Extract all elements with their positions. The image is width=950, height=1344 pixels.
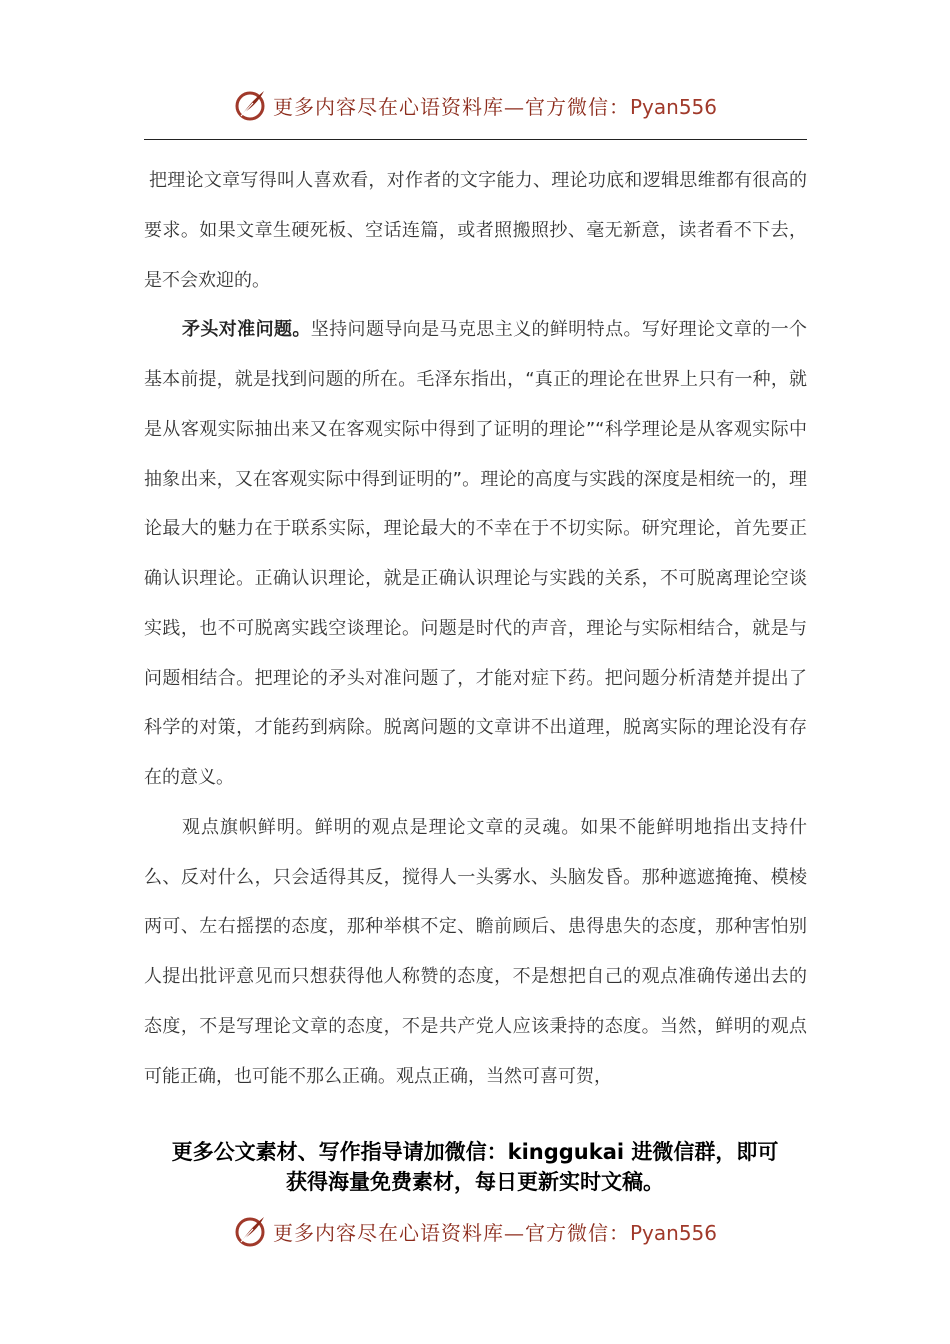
paragraph-2-text: 坚持问题导向是马克思主义的鲜明特点。写好理论文章的一个基本前提，就是找到问题的所在。毛泽东指出，“真正的理论在世界上只有一种，就是从客观实际抽出来又在客观实际中得到了证明的理论”“科学理论是从客观实际中抽象出来，又在客观实际中得到证明的”。理论的高度与实践的深度是相统一的，理论最大的魅力在于联系实际，理论最大的不幸在于不切实际。研究理论，首先要正确认识理论。正确认识理论，就是正确认识理论与实践的关系，不可脱离理论空谈实践，也不可脱离实践空谈理论。问题是时代的声音，理论与实际相结合，就是与问题相结合。把理论的矛头对准问题了，才能对症下药。把问题分析清楚并提出了科学的对策，才能药到病除。脱离问题的文章讲不出道理，脱离实际的理论没有存在的意义。 [144, 319, 808, 788]
article-body [144, 156, 807, 1101]
quill-pen-circle-icon [233, 88, 267, 122]
paragraph-3: 观点旗帜鲜明。鲜明的观点是理论文章的灵魂。如果不能鲜明地指出支持什么、反对什么，只会适得其反，搅得人一头雾水、头脑发昏。那种遮遮掩掩、模棱两可、左右摇摆的态度，那种举棋不定、瞻前顾后、患得患失的态度，那种害怕别人提出批评意见而只想获得他人称赞的态度，不是想把自己的观点准确传递出去的态度，不是写理论文章的态度，不是共产党人应该秉持的态度。当然，鲜明的观点可能正确，也可能不那么正确。观点正确，当然可喜可贺， [144, 816, 807, 1087]
header-banner-text: 更多内容尽在心语资料库—官方微信：Pyan556 [272, 94, 717, 119]
promo-note-line-2: 获得海量免费素材，每日更新实时文稿。 [286, 1170, 664, 1194]
header-wechat-id: Pyan556 [629, 94, 717, 119]
paragraph-2 [144, 305, 807, 803]
promo-note-line-1: 更多公文素材、写作指导请加微信：kinggukai 进微信群，即可 [171, 1140, 779, 1164]
header-banner [0, 85, 950, 125]
footer-wechat-id: Pyan556 [629, 1220, 717, 1245]
footer-banner-text: 更多内容尽在心语资料库—官方微信：Pyan556 [272, 1220, 717, 1245]
paragraph-2-heading: 矛头对准问题。 [182, 319, 311, 341]
promo-note [100, 1137, 850, 1197]
footer-banner [0, 1211, 950, 1251]
quill-pen-circle-icon [233, 1214, 267, 1248]
header-rule [144, 139, 807, 140]
paragraph-1: 把理论文章写得叫人喜欢看，对作者的文字能力、理论功底和逻辑思维都有很高的要求。如果文章生硬死板、空话连篇，或者照搬照抄、毫无新意，读者看不下去，是不会欢迎的。 [144, 170, 807, 291]
